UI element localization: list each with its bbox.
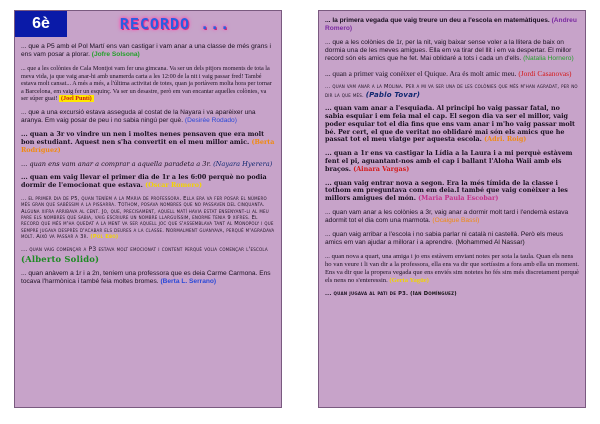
memory-text: ... quan a 3r vo vindre un nen i moltes nenes pensaven que era molt bon estudiant. Aquest nen s'ha convertit en el meu millor amic.	[21, 129, 265, 146]
memory-text: ... quan jugava al pati de P3.	[325, 291, 409, 298]
student-name: (Berta L. Serrano)	[160, 278, 217, 286]
student-name: (Nayara Hyerera)	[213, 160, 273, 169]
memory-text: ... quan vaig arribar a l'escola i no sabia parlar ni català ni castellà. Però els meus amics em van ajudar a millorar i a aprendre.	[325, 231, 564, 247]
memory-entry	[325, 39, 579, 63]
memory-entry	[325, 17, 579, 33]
memory-text: ... quan ens vam anar a comprar a aquella paradeta a 3r.	[21, 160, 211, 169]
student-name: (Oscar Romero)	[145, 181, 203, 190]
memory-entry	[21, 131, 275, 154]
page-title: RECORDO ...	[119, 15, 231, 33]
student-name: (Ocaigue Bassi)	[432, 217, 480, 225]
student-name: (Jofre Solsona)	[91, 51, 140, 59]
student-name: (Pol Ebo)	[90, 234, 119, 241]
memory-entry	[325, 150, 579, 173]
student-name: (Jordi Casanovas)	[518, 69, 572, 79]
memory-entry	[21, 43, 275, 59]
student-name: (Pablo Tovar)	[365, 90, 421, 99]
memory-text: ... quan vaig començar a P3 estava molt emocionat i content perquè volia començar l'escola	[21, 246, 268, 254]
student-name: (Ainara Vargas)	[353, 164, 410, 173]
memory-text: ... quan em vaig llevar el primer dia de 1r a les 6:00 perquè no podia dormir de l'emocionat que estava.	[21, 173, 267, 190]
memory-text: ... quan vam anar a la Molina. Per a mi va ser una de les colònies que més m'han agradat, per no dir la que més.	[325, 84, 578, 99]
memory-text: ... quan a primer vaig conèixer el Quique. Ara és molt amic meu.	[325, 69, 517, 79]
memory-entry	[325, 180, 579, 203]
memory-text: ... quan vam anar a l'esquiada. Al principi ho vaig passar fatal, no sabia esquiar i em feia mal el cap. El segon dia va ser el millor, vaig poder esquiar tot el dia fins que ens vam anar i m'ho vaig passar molt bé. Per cert, el que de veritat no oblidaré mai són els amics que he passat tot el meu viatge per aquesta escola.	[325, 104, 576, 144]
memory-entry	[325, 209, 579, 225]
left-page	[14, 10, 282, 408]
student-name: (Gerta Yagüe)	[389, 277, 429, 285]
memory-entry	[325, 231, 579, 247]
memory-text: ... que a una excursió estava asseguda al costat de la Nayara i va aparèixer una aranya. Em vaig posar de peu i no sabia ningú per què.	[21, 108, 256, 124]
right-page	[318, 10, 586, 408]
memory-entry	[21, 174, 275, 190]
memories-list-left	[21, 43, 275, 292]
memory-text: ... quan vaig entrar nova a segon. Era la més tímida de la classe i tothom em preguntava com em deia.I també que vaig conèixer a les millors amigues del món.	[325, 178, 568, 203]
memory-text: ... que a les colònies de 1r, per la nit, vaig baixar sense voler a la llitera de baix on dormia una de les meves amigues. Ella em va tirar del llit i em va despertar. El millor record són els amics que he fet. Mai oblidaré a tots i cada un d'ells.	[325, 39, 572, 63]
memory-text: ... la primera vegada que vaig treure un deu a l'escola en matemàtiques.	[325, 17, 550, 24]
student-name: (Natalia Hornero)	[523, 55, 574, 63]
student-name: (Mohammed Al Nassar)	[455, 239, 525, 247]
memory-entry	[21, 65, 275, 103]
memory-text: ... que a les colònies de Cala Montjoi vam fer una gimcana. Va ser un dels pitjors moments de tota la meva vida, ja que vaig anar-hi amb unamerda carta a les 12:00 de la nit i vaig passar fred! També estava molt cansat... A més a més, a l'última activitat de totes, quan ja portàvem molta hora per tornar a Barcelona, em vaig fer un esquinç. Va ser un desastre, però em van encantar aquelles colònies, va ser súper guai!	[21, 65, 272, 103]
memory-entry	[325, 291, 579, 297]
memory-text: ... el primer dia de P5, quan teníem a la Maria de professora. Ella era va fer posar el número més gran que sabéssim a la pissarra. Tothom, posava nombres que no passaven del cinquanta. Alguna xifra arribava al cent. Jo, que, precisament, aquell matí havia estat ensenyant-li al meu pare els nombres que sabia, vaig escriure un nombre llarguíssim, enorme tenia 9 xifres. El record que més m'ha quedat a la ment va ser aquell joc que s'assemblava tant al Monopoly i que sempre jugava desprès d'acabar els deures a la classe. Normalment guanyava, perquè m'agradava molt. Això va passar a 3r.	[21, 196, 275, 241]
grade-badge: 6è	[15, 11, 67, 37]
memory-entry	[21, 160, 275, 168]
student-name: (Joel Puntí)	[60, 95, 92, 103]
memory-text: ... quan nova a quart, una amiga i jo ens estàvem enviant notes per sota la taula. Quan els nens ho van veure i li van dir a la professora, ella ens va dir que sortíssim a fora amb ella un moment. Ens va dir que la propera vegada que ens enviés sim notetes ho fés sim més discretament perquè els nens no s'enteressin.	[325, 253, 579, 285]
memory-entry	[21, 270, 275, 286]
memory-entry	[325, 105, 579, 144]
student-name: (Adri. Roig)	[484, 135, 527, 144]
student-name: (Berta Rodríguez)	[21, 137, 275, 154]
memory-text: ... quan a 1r ens va castigar la Lídia a la Laura i a mi perquè estàvem fent el pi, aguantant-nos amb el cap i ballant l'Aloha Waii amb els braços.	[325, 149, 573, 173]
memory-entry	[325, 253, 579, 285]
memory-entry	[325, 69, 579, 78]
student-name: (Alberto Solido)	[21, 253, 100, 264]
memory-text: ... que a P5 amb el Pol Martí ens van castigar i vam anar a una classe de més grans i ens vam posar a plorar.	[21, 43, 271, 59]
student-name: (Maria Paula Escobar)	[418, 194, 499, 203]
memory-entry	[21, 109, 275, 125]
memory-entry	[21, 246, 275, 264]
memories-list-right	[325, 17, 579, 304]
student-name: (Desirée Rodado)	[184, 116, 237, 124]
memory-text: ... quan anàvem a 1r i a 2n, teníem una professora que es deia Carme Carmona. Ens tocava l'harmònica i també feia moltes bromes.	[21, 270, 271, 286]
student-name: (Andreu Romero)	[325, 17, 577, 33]
memory-entry	[21, 196, 275, 240]
student-name: (Ian Domínguez)	[410, 291, 457, 298]
memory-text: ... quan vam anar a les colònies a 3r, vaig anar a dormir molt tard i l'endemà estava adormit tot el dia com una marmota.	[325, 209, 569, 225]
memory-entry	[325, 84, 579, 99]
